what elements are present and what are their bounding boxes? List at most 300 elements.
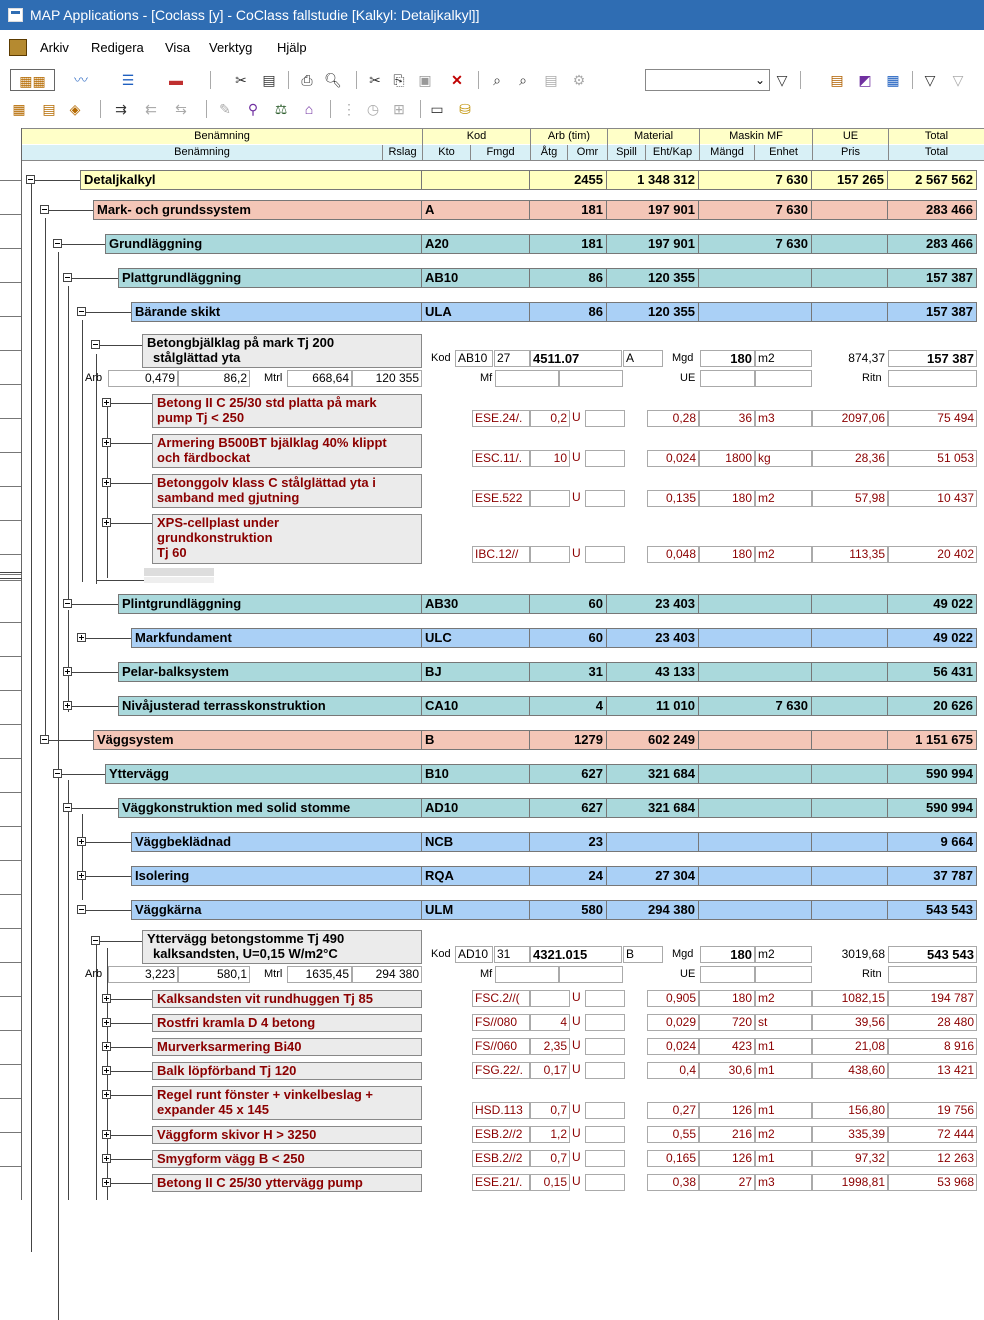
expand-toggle-icon[interactable] — [102, 1130, 111, 1139]
recipe-mtrl-sum[interactable]: 120 355 — [352, 370, 422, 387]
row-maskin[interactable] — [699, 662, 812, 682]
expand-toggle-icon[interactable] — [102, 1178, 111, 1187]
row-total[interactable]: 157 387 — [888, 302, 977, 322]
item-pris[interactable]: 57,98 — [812, 490, 888, 507]
item-u[interactable]: U — [570, 490, 585, 507]
row-material[interactable]: 23 403 — [607, 628, 699, 648]
item-eht[interactable]: 0,27 — [647, 1102, 699, 1119]
recipe-arb-hours[interactable]: 86,2 — [178, 370, 250, 387]
item-eht[interactable]: 0,048 — [647, 546, 699, 563]
item-omr[interactable] — [585, 1038, 625, 1055]
item-enhet[interactable]: m2 — [755, 990, 812, 1007]
recipe-name[interactable]: Yttervägg betongstomme Tj 490 kalksandsten, U=0,15 W/m2°C — [142, 930, 422, 964]
row-kod[interactable]: ULA — [422, 302, 530, 322]
row-material[interactable]: 23 403 — [607, 594, 699, 614]
item-name[interactable]: XPS-cellplast under grundkonstruktion Tj 60 — [152, 514, 422, 564]
item-eht[interactable]: 0,165 — [647, 1150, 699, 1167]
row-name[interactable]: Plintgrundläggning — [118, 594, 422, 614]
row-maskin[interactable] — [699, 268, 812, 288]
delete-icon[interactable]: ✕ — [451, 72, 463, 88]
row-arb[interactable]: 580 — [530, 900, 607, 920]
item-kod[interactable]: ESB.2//2 — [472, 1126, 530, 1143]
item-mgd[interactable]: 30,6 — [699, 1062, 755, 1079]
row-maskin[interactable] — [699, 628, 812, 648]
row-kod[interactable]: ULC — [422, 628, 530, 648]
item-name[interactable]: Betonggolv klass C stålglättad yta i samband med gjutning — [152, 474, 422, 508]
row-ue[interactable] — [812, 234, 888, 254]
menu-arkiv[interactable]: Arkiv — [40, 40, 69, 55]
recipe-name[interactable]: Betongbjälklag på mark Tj 200 stålglättad yta — [142, 334, 422, 368]
col2-atg[interactable]: Åtg — [530, 145, 567, 161]
expand-toggle-icon[interactable] — [102, 478, 111, 487]
recipe-rslag[interactable]: A — [623, 350, 663, 367]
item-atg[interactable]: 0,7 — [530, 1150, 570, 1167]
item-mgd[interactable]: 1800 — [699, 450, 755, 467]
row-kod[interactable]: RQA — [422, 866, 530, 886]
row-ue[interactable] — [812, 798, 888, 818]
col2-rslag[interactable]: Rslag — [382, 145, 422, 161]
row-maskin[interactable]: 7 630 — [699, 170, 812, 190]
recipe-unit[interactable]: m2 — [755, 946, 812, 963]
find-icon[interactable]: ⌕ — [493, 72, 501, 88]
item-omr[interactable] — [585, 450, 625, 467]
row-ue[interactable] — [812, 594, 888, 614]
row-total[interactable]: 37 787 — [888, 866, 977, 886]
item-eht[interactable]: 0,905 — [647, 990, 699, 1007]
grid-icon[interactable]: ▦ — [12, 101, 26, 117]
row-ue[interactable] — [812, 696, 888, 716]
recipe-ue-2[interactable] — [755, 966, 812, 983]
item-u[interactable]: U — [570, 1174, 585, 1191]
collapse-toggle-icon[interactable] — [40, 735, 49, 744]
item-name[interactable]: Kalksandsten vit rundhuggen Tj 85 — [152, 990, 422, 1008]
item-total[interactable]: 51 053 — [888, 450, 977, 467]
row-kod[interactable]: AB30 — [422, 594, 530, 614]
row-material[interactable]: 1 348 312 — [607, 170, 699, 190]
recipe-mf-2[interactable] — [559, 966, 623, 983]
col2-pris[interactable]: Pris — [812, 145, 888, 161]
catalog-icon[interactable]: ▤ — [830, 72, 844, 88]
row-total[interactable]: 590 994 — [888, 764, 977, 784]
indent-icon[interactable]: ⇉ — [115, 101, 127, 117]
print-preview-icon[interactable]: 🔍︎ — [324, 72, 342, 88]
item-eht[interactable]: 0,029 — [647, 1014, 699, 1031]
print-icon[interactable]: ⎙ — [301, 72, 313, 88]
item-enhet[interactable]: m3 — [755, 1174, 812, 1191]
row-total[interactable]: 543 543 — [888, 900, 977, 920]
row-name[interactable]: Plattgrundläggning — [118, 268, 422, 288]
row-maskin[interactable] — [699, 730, 812, 750]
item-omr[interactable] — [585, 1126, 625, 1143]
expand-toggle-icon[interactable] — [102, 1154, 111, 1163]
expand-toggle-icon[interactable] — [102, 1066, 111, 1075]
row-maskin[interactable] — [699, 764, 812, 784]
item-pris[interactable]: 97,32 — [812, 1150, 888, 1167]
row-name[interactable]: Detaljkalkyl — [80, 170, 422, 190]
item-kod[interactable]: ESC.11/. — [472, 450, 530, 467]
item-kod[interactable]: ESE.24/. — [472, 410, 530, 427]
item-eht[interactable]: 0,28 — [647, 410, 699, 427]
document-icon[interactable] — [9, 39, 27, 56]
item-kod[interactable]: FS//060 — [472, 1038, 530, 1055]
expand-toggle-icon[interactable] — [102, 1042, 111, 1051]
expand-toggle-icon[interactable] — [102, 1090, 111, 1099]
recipe-kod[interactable]: AD10 — [455, 946, 493, 963]
row-arb[interactable]: 4 — [530, 696, 607, 716]
item-total[interactable]: 10 437 — [888, 490, 977, 507]
item-atg[interactable]: 0,7 — [530, 1102, 570, 1119]
menu-verktyg[interactable]: Verktyg — [209, 40, 253, 55]
collapse-toggle-icon[interactable] — [63, 599, 72, 608]
item-u[interactable]: U — [570, 546, 585, 563]
item-enhet[interactable]: m1 — [755, 1062, 812, 1079]
item-kod[interactable]: ESE.522 — [472, 490, 530, 507]
row-arb[interactable]: 181 — [530, 234, 607, 254]
item-eht[interactable]: 0,55 — [647, 1126, 699, 1143]
item-total[interactable]: 13 421 — [888, 1062, 977, 1079]
row-name[interactable]: Mark- och grundssystem — [93, 200, 422, 220]
recipe-mf-1[interactable] — [495, 966, 559, 983]
properties-icon[interactable]: ▤ — [262, 72, 276, 88]
item-atg[interactable]: 2,35 — [530, 1038, 570, 1055]
row-kod[interactable]: AB10 — [422, 268, 530, 288]
item-total[interactable]: 12 263 — [888, 1150, 977, 1167]
collapse-toggle-icon[interactable] — [91, 936, 100, 945]
recipe-kto[interactable]: 27 — [494, 350, 530, 367]
row-name[interactable]: Nivåjusterad terrasskonstruktion — [118, 696, 422, 716]
collapse-toggle-icon[interactable] — [26, 175, 35, 184]
item-enhet[interactable]: m1 — [755, 1038, 812, 1055]
factory-icon[interactable]: ⌂ — [304, 101, 314, 117]
item-mgd[interactable]: 126 — [699, 1102, 755, 1119]
item-kod[interactable]: ESE.21/. — [472, 1174, 530, 1191]
row-kod[interactable]: NCB — [422, 832, 530, 852]
recipe-price[interactable]: 874,37 — [812, 350, 888, 367]
filter-icon[interactable]: ▽ — [776, 72, 788, 88]
recipe-mf-1[interactable] — [495, 370, 559, 387]
item-atg[interactable] — [530, 546, 570, 563]
row-total[interactable]: 283 466 — [888, 234, 977, 254]
item-enhet[interactable]: st — [755, 1014, 812, 1031]
clear-filter-icon[interactable]: ▽ — [952, 72, 964, 88]
row-arb[interactable]: 60 — [530, 594, 607, 614]
row-ue[interactable] — [812, 866, 888, 886]
row-material[interactable]: 197 901 — [607, 234, 699, 254]
row-total[interactable]: 590 994 — [888, 798, 977, 818]
collapse-toggle-icon[interactable] — [53, 769, 62, 778]
item-eht[interactable]: 0,024 — [647, 450, 699, 467]
row-maskin[interactable] — [699, 594, 812, 614]
recipe-total[interactable]: 543 543 — [888, 946, 977, 963]
item-name[interactable]: Armering B500BT bjälklag 40% klippt och färdbockat — [152, 434, 422, 468]
row-total[interactable]: 1 151 675 — [888, 730, 977, 750]
collapse-toggle-icon[interactable] — [40, 205, 49, 214]
row-kod[interactable]: A — [422, 200, 530, 220]
recipe-total[interactable]: 157 387 — [888, 350, 977, 367]
database-icon[interactable]: ⛁ — [459, 101, 471, 117]
item-eht[interactable]: 0,38 — [647, 1174, 699, 1191]
item-eht[interactable]: 0,4 — [647, 1062, 699, 1079]
item-u[interactable]: U — [570, 410, 585, 427]
item-kod[interactable]: ESB.2//2 — [472, 1150, 530, 1167]
recipe-mgd[interactable]: 180 — [700, 350, 755, 367]
item-u[interactable]: U — [570, 1062, 585, 1079]
item-u[interactable]: U — [570, 1150, 585, 1167]
row-material[interactable]: 120 355 — [607, 268, 699, 288]
item-atg[interactable]: 4 — [530, 1014, 570, 1031]
col2-benamning[interactable]: Benämning — [174, 146, 230, 158]
item-total[interactable]: 8 916 — [888, 1038, 977, 1055]
item-name[interactable]: Betong II C 25/30 std platta på mark pump Tj < 250 — [152, 394, 422, 428]
row-material[interactable]: 120 355 — [607, 302, 699, 322]
row-arb[interactable]: 86 — [530, 268, 607, 288]
item-kod[interactable]: IBC.12// — [472, 546, 530, 563]
color-icon[interactable]: ◩ — [858, 72, 872, 88]
row-name[interactable]: Markfundament — [131, 628, 422, 648]
row-ue[interactable] — [812, 730, 888, 750]
outdent-icon[interactable]: ⇇ — [145, 101, 157, 117]
item-total[interactable]: 53 968 — [888, 1174, 977, 1191]
copy-icon[interactable]: ⎘ — [393, 72, 405, 88]
item-omr[interactable] — [585, 990, 625, 1007]
item-omr[interactable] — [585, 1062, 625, 1079]
row-maskin[interactable] — [699, 866, 812, 886]
col-kod[interactable]: Kod — [422, 129, 530, 145]
col-total[interactable]: Total — [888, 129, 984, 145]
item-pris[interactable]: 21,08 — [812, 1038, 888, 1055]
row-arb[interactable]: 2455 — [530, 170, 607, 190]
link-icon[interactable]: ⚙ — [572, 72, 586, 88]
row-material[interactable]: 197 901 — [607, 200, 699, 220]
item-enhet[interactable]: kg — [755, 450, 812, 467]
item-eht[interactable]: 0,135 — [647, 490, 699, 507]
item-omr[interactable] — [585, 490, 625, 507]
row-maskin[interactable] — [699, 798, 812, 818]
bike-icon[interactable]: ⚲ — [247, 101, 259, 117]
expand-toggle-icon[interactable] — [77, 633, 86, 642]
row-maskin[interactable] — [699, 832, 812, 852]
recipe-rslag[interactable]: B — [623, 946, 663, 963]
row-kod[interactable]: B — [422, 730, 530, 750]
item-total[interactable]: 72 444 — [888, 1126, 977, 1143]
row-material[interactable]: 602 249 — [607, 730, 699, 750]
row-material[interactable] — [607, 832, 699, 852]
row-arb[interactable]: 1279 — [530, 730, 607, 750]
row-kod[interactable]: AD10 — [422, 798, 530, 818]
row-arb[interactable]: 23 — [530, 832, 607, 852]
recipe-mtrl-sum[interactable]: 294 380 — [352, 966, 422, 983]
row-kod[interactable]: CA10 — [422, 696, 530, 716]
item-total[interactable]: 19 756 — [888, 1102, 977, 1119]
row-ue[interactable] — [812, 900, 888, 920]
recipe-ue-2[interactable] — [755, 370, 812, 387]
row-arb[interactable]: 86 — [530, 302, 607, 322]
item-atg[interactable]: 10 — [530, 450, 570, 467]
recipe-price[interactable]: 3019,68 — [812, 946, 888, 963]
item-omr[interactable] — [585, 1150, 625, 1167]
recipe-kod[interactable]: AB10 — [455, 350, 493, 367]
item-mgd[interactable]: 423 — [699, 1038, 755, 1055]
col2-fmgd[interactable]: Fmgd — [470, 145, 530, 161]
tag-icon[interactable]: ◈ — [69, 101, 81, 117]
item-total[interactable]: 28 480 — [888, 1014, 977, 1031]
row-name[interactable]: Bärande skikt — [131, 302, 422, 322]
col2-kto[interactable]: Kto — [422, 145, 470, 161]
col-benamning[interactable]: Benämning — [194, 130, 250, 142]
col-ue[interactable]: UE — [812, 129, 888, 145]
item-pris[interactable]: 335,39 — [812, 1126, 888, 1143]
item-enhet[interactable]: m2 — [755, 490, 812, 507]
row-kod[interactable]: A20 — [422, 234, 530, 254]
item-enhet[interactable]: m1 — [755, 1150, 812, 1167]
item-u[interactable]: U — [570, 990, 585, 1007]
recipe-kto[interactable]: 31 — [494, 946, 530, 963]
row-name[interactable]: Grundläggning — [105, 234, 422, 254]
item-omr[interactable] — [585, 1174, 625, 1191]
chart-icon[interactable]: 〰 — [74, 72, 88, 88]
row-maskin[interactable] — [699, 900, 812, 920]
paste-icon[interactable]: ▣ — [418, 72, 432, 88]
menu-visa[interactable]: Visa — [165, 40, 191, 55]
filter-funnel-icon[interactable]: ▽ — [924, 72, 936, 88]
row-material[interactable]: 43 133 — [607, 662, 699, 682]
row-total[interactable]: 157 387 — [888, 268, 977, 288]
row-total[interactable]: 49 022 — [888, 628, 977, 648]
item-name[interactable]: Rostfri kramla D 4 betong — [152, 1014, 422, 1032]
row-arb[interactable]: 60 — [530, 628, 607, 648]
item-name[interactable]: Smygform vägg B < 250 — [152, 1150, 422, 1168]
edit-icon[interactable]: ✎ — [219, 101, 231, 117]
col-material[interactable]: Material — [607, 129, 699, 145]
row-ue[interactable] — [812, 268, 888, 288]
recipe-arb-rate[interactable]: 0,479 — [108, 370, 178, 387]
recipe-arb-hours[interactable]: 580,1 — [178, 966, 250, 983]
row-ue[interactable] — [812, 662, 888, 682]
window-icon[interactable]: ▭ — [430, 101, 444, 117]
row-name[interactable]: Isolering — [131, 866, 422, 886]
next-icon[interactable]: ▤ — [544, 72, 558, 88]
recipe-unit[interactable]: m2 — [755, 350, 812, 367]
item-atg[interactable]: 0,2 — [530, 410, 570, 427]
row-total[interactable]: 20 626 — [888, 696, 977, 716]
row-ue[interactable] — [812, 628, 888, 648]
row-name[interactable]: Väggkonstruktion med solid stomme — [118, 798, 422, 818]
item-atg[interactable]: 1,2 — [530, 1126, 570, 1143]
hierarchy-icon[interactable]: ⊞ — [393, 101, 405, 117]
row-ue[interactable]: 157 265 — [812, 170, 888, 190]
item-enhet[interactable]: m3 — [755, 410, 812, 427]
row-arb[interactable]: 627 — [530, 764, 607, 784]
item-total[interactable]: 20 402 — [888, 546, 977, 563]
col2-enhet[interactable]: Enhet — [754, 145, 812, 161]
item-pris[interactable]: 438,60 — [812, 1062, 888, 1079]
col2-spill[interactable]: Spill — [607, 145, 645, 161]
item-pris[interactable]: 1082,15 — [812, 990, 888, 1007]
row-material[interactable]: 321 684 — [607, 764, 699, 784]
item-u[interactable]: U — [570, 1102, 585, 1119]
row-ue[interactable] — [812, 302, 888, 322]
expand-toggle-icon[interactable] — [102, 1018, 111, 1027]
chevron-down-icon[interactable]: ⌄ — [754, 73, 765, 87]
scale-icon[interactable]: ⚖ — [274, 101, 288, 117]
row-total[interactable]: 56 431 — [888, 662, 977, 682]
clock-icon[interactable]: ◷ — [366, 101, 380, 117]
item-mgd[interactable]: 216 — [699, 1126, 755, 1143]
item-name[interactable]: Betong II C 25/30 yttervägg pump — [152, 1174, 422, 1192]
item-total[interactable]: 194 787 — [888, 990, 977, 1007]
expand-toggle-icon[interactable] — [102, 518, 111, 527]
table-icon[interactable]: ☰ — [121, 72, 135, 88]
menu-hjalp[interactable]: Hjälp — [277, 40, 307, 55]
row-maskin[interactable]: 7 630 — [699, 234, 812, 254]
item-u[interactable]: U — [570, 1038, 585, 1055]
group-icon[interactable]: ▦ — [886, 72, 900, 88]
item-atg[interactable]: 0,15 — [530, 1174, 570, 1191]
expand-toggle-icon[interactable] — [77, 837, 86, 846]
item-mgd[interactable]: 720 — [699, 1014, 755, 1031]
row-arb[interactable]: 181 — [530, 200, 607, 220]
row-maskin[interactable]: 7 630 — [699, 696, 812, 716]
expand-toggle-icon[interactable] — [63, 667, 72, 676]
item-mgd[interactable]: 180 — [699, 490, 755, 507]
collapse-toggle-icon[interactable] — [63, 273, 72, 282]
row-name[interactable]: Pelar-balksystem — [118, 662, 422, 682]
item-mgd[interactable]: 180 — [699, 546, 755, 563]
col2-total[interactable]: Total — [888, 145, 984, 161]
item-name[interactable]: Balk löpförband Tj 120 — [152, 1062, 422, 1080]
row-material[interactable]: 294 380 — [607, 900, 699, 920]
item-kod[interactable]: HSD.113 — [472, 1102, 530, 1119]
recipe-ritn[interactable] — [888, 966, 977, 983]
recipe-mtrl-rate[interactable]: 668,64 — [287, 370, 352, 387]
row-arb[interactable]: 24 — [530, 866, 607, 886]
item-eht[interactable]: 0,024 — [647, 1038, 699, 1055]
recipe-mf-2[interactable] — [559, 370, 623, 387]
item-omr[interactable] — [585, 546, 625, 563]
row-total[interactable]: 9 664 — [888, 832, 977, 852]
row-ue[interactable] — [812, 832, 888, 852]
recipe-quantity[interactable]: 4511.07 — [530, 350, 622, 367]
row-total[interactable]: 2 567 562 — [888, 170, 977, 190]
item-pris[interactable]: 156,80 — [812, 1102, 888, 1119]
row-total[interactable]: 49 022 — [888, 594, 977, 614]
row-name[interactable]: Yttervägg — [105, 764, 422, 784]
row-kod[interactable] — [422, 170, 530, 190]
row-kod[interactable]: B10 — [422, 764, 530, 784]
item-pris[interactable]: 2097,06 — [812, 410, 888, 427]
calc-view-icon[interactable]: ▦▦ — [10, 69, 55, 91]
expand-toggle-icon[interactable] — [102, 994, 111, 1003]
item-u[interactable]: U — [570, 450, 585, 467]
row-name[interactable]: Väggbeklädnad — [131, 832, 422, 852]
item-name[interactable]: Regel runt fönster + vinkelbeslag + expander 45 x 145 — [152, 1086, 422, 1120]
row-material[interactable]: 27 304 — [607, 866, 699, 886]
row-maskin[interactable]: 7 630 — [699, 200, 812, 220]
collapse-toggle-icon[interactable] — [63, 803, 72, 812]
row-arb[interactable]: 627 — [530, 798, 607, 818]
replace-icon[interactable]: ⌕ — [519, 72, 527, 88]
expand-toggle-icon[interactable] — [102, 438, 111, 447]
item-mgd[interactable]: 126 — [699, 1150, 755, 1167]
expand-toggle-icon[interactable] — [63, 701, 72, 710]
row-material[interactable]: 321 684 — [607, 798, 699, 818]
item-omr[interactable] — [585, 410, 625, 427]
item-name[interactable]: Murverksarmering Bi40 — [152, 1038, 422, 1056]
tools-icon[interactable]: ✂ — [235, 72, 247, 88]
expand-toggle-icon[interactable] — [102, 398, 111, 407]
move-icon[interactable]: ⇆ — [175, 101, 187, 117]
expand-toggle-icon[interactable] — [77, 871, 86, 880]
